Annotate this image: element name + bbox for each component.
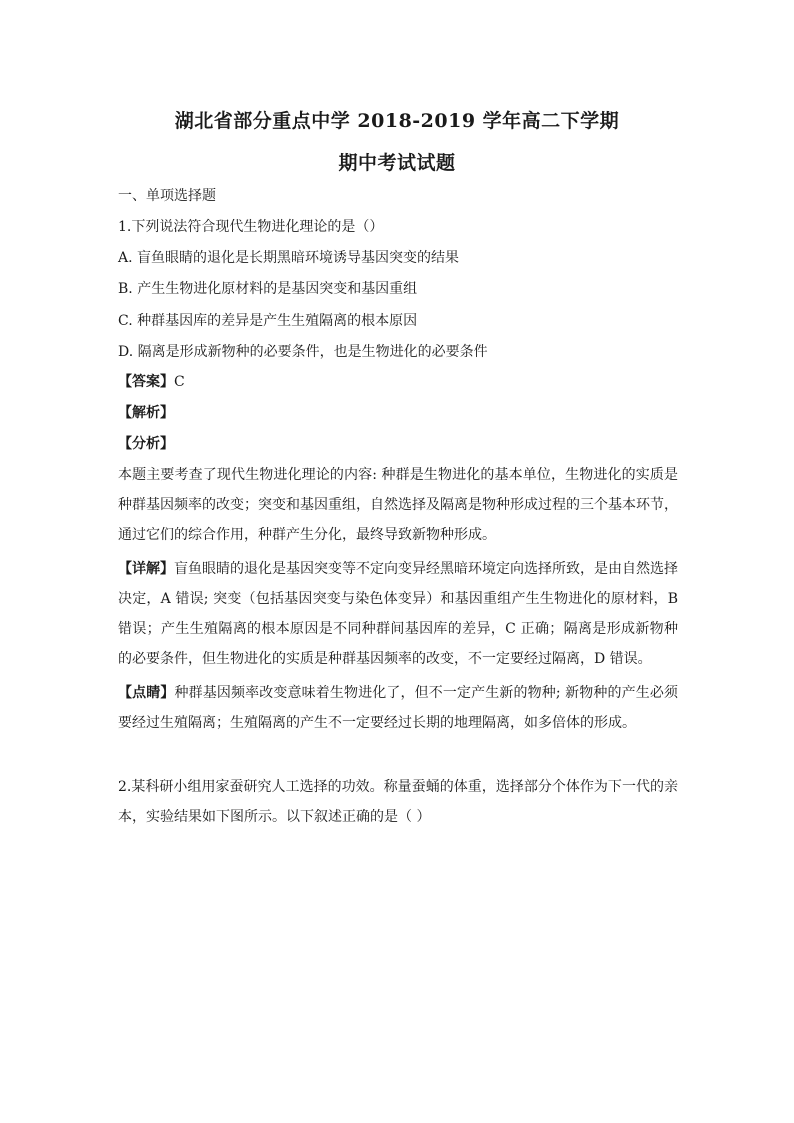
answer-value: C	[174, 374, 185, 390]
analysis-label: 【解析】	[118, 405, 174, 421]
document-title-line1: 湖北省部分重点中学 2018-2019 学年高二下学期	[174, 110, 620, 132]
question-1-option-b: B. 产生生物进化原材料的是基因突变和基因重组	[118, 281, 418, 297]
question-1-option-d: D. 隔离是形成新物种的必要条件，也是生物进化的必要条件	[118, 344, 488, 360]
fenxi-text: 本题主要考查了现代生物进化理论的内容: 种群是生物进化的基本单位，生物进化的实质是种群基因频率的改变；突变和基因重组，自然选择及隔离是物种形成过程的三个基本环节，通过它们的综合作用，种群产生分化，最终导致新物种形成。	[118, 467, 678, 543]
note-text: 种群基因频率改变意味着生物进化了，但不一定产生新的物种; 新物种的产生必须要经过生殖隔离；生殖隔离的产生不一定要经过长期的地理隔离，如多倍体的形成。	[118, 685, 678, 731]
note-label: 【点睛】	[118, 685, 175, 701]
detail-text: 盲鱼眼睛的退化是基因突变等不定向变异经黑暗环境定向选择所致，是由自然选择决定，A 错误; 突变（包括基因突变与染色体变异）和基因重组产生生物进化的原材料，B 错误；产生生殖隔离的根本原因是不同种群间基因库的差异，C 正确；隔离是形成新物种的必要条件，但生物进化的实质是种群基因频率的改变，不一定要经过隔离，D 错误。	[118, 561, 678, 667]
question-1-stem: 1.下列说法符合现代生物进化理论的是（）	[118, 219, 384, 235]
section-heading: 一、单项选择题	[118, 188, 216, 204]
detail-paragraph	[118, 554, 678, 674]
document-title-line2: 期中考试试题	[338, 152, 456, 174]
detail-label: 【详解】	[118, 561, 174, 577]
note-paragraph	[118, 678, 678, 738]
question-1-option-c: C. 种群基因库的差异是产生生殖隔离的根本原因	[118, 313, 418, 329]
fenxi-label: 【分析】	[118, 436, 174, 452]
answer-line	[118, 372, 678, 392]
answer-label: 【答案】	[118, 374, 174, 390]
question-2-stem: 2.某科研小组用家蚕研究人工选择的功效。称量蚕蛹的体重，选择部分个体作为下一代的亲本，实验结果如下图所示。以下叙述正确的是（ ）	[118, 779, 678, 825]
question-1-option-a: A. 盲鱼眼睛的退化是长期黑暗环境诱导基因突变的结果	[118, 250, 460, 266]
